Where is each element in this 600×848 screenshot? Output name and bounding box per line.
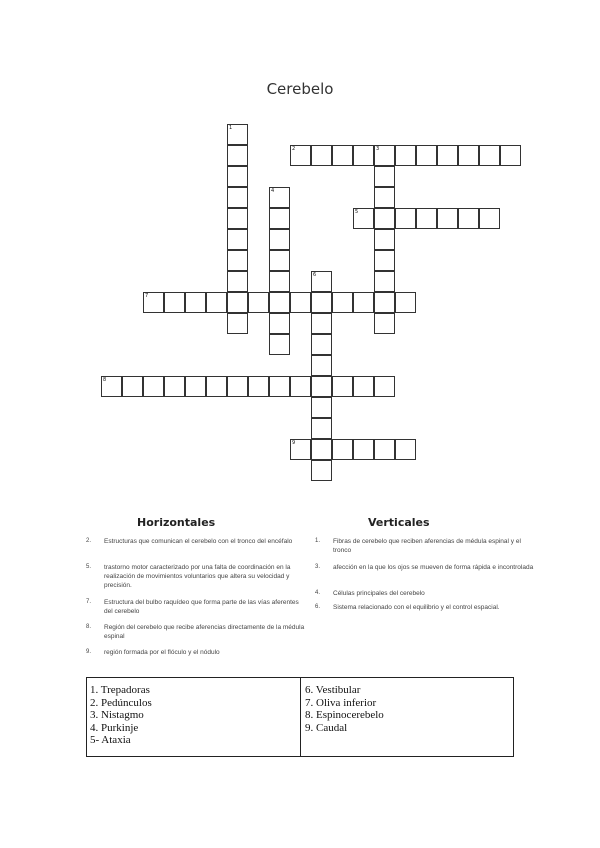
crossword-cell[interactable]: [269, 250, 290, 271]
answer-item: 8. Espinocerebelo: [305, 709, 384, 721]
answer-item: 9. Caudal: [305, 721, 348, 734]
crossword-cell[interactable]: [290, 292, 311, 313]
crossword-cell[interactable]: [248, 292, 269, 313]
crossword-cell[interactable]: [269, 187, 290, 208]
crossword-cell[interactable]: [185, 376, 206, 397]
crossword-cell[interactable]: [479, 208, 500, 229]
crossword-cell[interactable]: [143, 376, 164, 397]
clue-number: 5: [355, 209, 359, 215]
crossword-cell[interactable]: [164, 292, 185, 313]
answer-item: 6. Vestibular: [305, 684, 361, 696]
crossword-cell[interactable]: [395, 145, 416, 166]
crossword-cell[interactable]: [227, 376, 248, 397]
crossword-cell[interactable]: [332, 376, 353, 397]
crossword-cell[interactable]: [227, 145, 248, 166]
crossword-cell[interactable]: [479, 145, 500, 166]
crossword-cell[interactable]: [101, 376, 122, 397]
crossword-cell[interactable]: [374, 271, 395, 292]
crossword-cell[interactable]: [227, 292, 248, 313]
clue-across-5: 5. trastorno motor caracterizado por una falta de coordinación en la realización de movimientos voluntarios que altera su velocidad y precisión.: [86, 564, 291, 589]
crossword-cell[interactable]: [311, 334, 332, 355]
crossword-cell[interactable]: [374, 229, 395, 250]
clue-number: 2: [292, 146, 296, 152]
crossword-cell[interactable]: [416, 145, 437, 166]
crossword-cell[interactable]: [395, 208, 416, 229]
crossword-cell[interactable]: [248, 376, 269, 397]
crossword-cell[interactable]: [311, 355, 332, 376]
clue-number: 1: [229, 125, 233, 131]
clue-down-4: 4. Células principales del cerebelo: [315, 590, 425, 597]
crossword-cell[interactable]: [185, 292, 206, 313]
crossword-cell[interactable]: [269, 208, 290, 229]
clue-number: 4: [271, 188, 275, 194]
crossword-cell[interactable]: [374, 439, 395, 460]
crossword-cell[interactable]: [374, 166, 395, 187]
clue-across-7: 7. Estructura del bulbo raquídeo que forma parte de las vías aferentes del cerebelo: [86, 599, 299, 615]
crossword-cell[interactable]: [227, 187, 248, 208]
crossword-cell[interactable]: [122, 376, 143, 397]
crossword-cell[interactable]: [227, 250, 248, 271]
crossword-cell[interactable]: [311, 460, 332, 481]
crossword-cell[interactable]: [332, 439, 353, 460]
crossword-cell[interactable]: [353, 292, 374, 313]
crossword-cell[interactable]: [290, 376, 311, 397]
answer-item: 1. Trepadoras: [90, 684, 150, 696]
page-title: Cerebelo: [266, 80, 334, 98]
crossword-cell[interactable]: [311, 292, 332, 313]
answer-column-right: [305, 684, 384, 734]
answer-item: 7. Oliva inferior: [305, 696, 377, 709]
answer-item: 5- Ataxia: [90, 734, 131, 746]
crossword-cell[interactable]: [395, 439, 416, 460]
crossword-cell[interactable]: [311, 397, 332, 418]
clue-number: 7: [145, 293, 149, 299]
answer-item: 4. Purkinje: [90, 721, 139, 734]
crossword-cell[interactable]: [290, 145, 311, 166]
crossword-cell[interactable]: [269, 292, 290, 313]
crossword-cell[interactable]: [374, 376, 395, 397]
crossword-cell[interactable]: [143, 292, 164, 313]
crossword-cell[interactable]: [227, 166, 248, 187]
horizontales-heading: Horizontales: [137, 516, 216, 529]
crossword-cell[interactable]: [290, 439, 311, 460]
clue-down-6: 6. Sistema relacionado con el equilibrio y el control espacial.: [315, 604, 500, 611]
crossword-cell[interactable]: [374, 250, 395, 271]
crossword-cell[interactable]: [353, 376, 374, 397]
answer-divider: [300, 678, 301, 756]
crossword-cell[interactable]: [227, 208, 248, 229]
crossword-cell[interactable]: [206, 376, 227, 397]
clue-number: 6: [313, 272, 317, 278]
clue-number: 3: [376, 146, 380, 152]
crossword-cell[interactable]: [395, 292, 416, 313]
clue-across-9: 9. región formada por el flóculo y el nódulo: [86, 649, 220, 656]
crossword-cell[interactable]: [269, 229, 290, 250]
crossword-cell[interactable]: [164, 376, 185, 397]
crossword-cell[interactable]: [269, 334, 290, 355]
answer-item: 2. Pedúnculos: [90, 696, 152, 709]
crossword-cell[interactable]: [311, 418, 332, 439]
crossword-cell[interactable]: [332, 292, 353, 313]
answer-key-box: [86, 677, 514, 757]
verticales-heading: Verticales: [368, 516, 430, 529]
crossword-cell[interactable]: [311, 439, 332, 460]
clue-down-3: 3. afección en la que los ojos se mueven de forma rápida e incontrolada: [315, 564, 534, 571]
crossword-cell[interactable]: [437, 208, 458, 229]
crossword-cell[interactable]: [458, 145, 479, 166]
crossword-cell[interactable]: [227, 313, 248, 334]
clue-across-2: 2. Estructuras que comunican el cerebelo con el tronco del encéfalo: [86, 538, 293, 545]
crossword-cell[interactable]: [269, 313, 290, 334]
crossword-cell[interactable]: [311, 145, 332, 166]
crossword-cell[interactable]: [311, 313, 332, 334]
crossword-cell[interactable]: [227, 271, 248, 292]
clue-number: 8: [103, 377, 107, 383]
crossword-cell[interactable]: [374, 292, 395, 313]
crossword-cell[interactable]: [374, 313, 395, 334]
crossword-cell[interactable]: [437, 145, 458, 166]
crossword-cell[interactable]: [311, 271, 332, 292]
crossword-cell[interactable]: [458, 208, 479, 229]
crossword-cell[interactable]: [227, 229, 248, 250]
crossword-cell[interactable]: [500, 145, 521, 166]
clue-number: 9: [292, 440, 296, 446]
crossword-cell[interactable]: [353, 439, 374, 460]
answer-column-left: [90, 684, 152, 747]
clue-across-8: 8. Región del cerebelo que recibe aferencias directamente de la médula espinal: [86, 624, 305, 640]
crossword-cell[interactable]: [311, 376, 332, 397]
crossword-cell[interactable]: [374, 145, 395, 166]
crossword-cell[interactable]: [332, 145, 353, 166]
clue-down-1: 1. Fibras de cerebelo que reciben aferencias de médula espinal y el tronco: [315, 538, 521, 554]
crossword-cell[interactable]: [353, 145, 374, 166]
crossword-cell[interactable]: [374, 208, 395, 229]
crossword-cell[interactable]: [269, 376, 290, 397]
crossword-cell[interactable]: [227, 124, 248, 145]
answer-item: 3. Nistagmo: [90, 709, 144, 721]
crossword-cell[interactable]: [206, 292, 227, 313]
crossword-cell[interactable]: [353, 208, 374, 229]
crossword-cell[interactable]: [374, 187, 395, 208]
crossword-cell[interactable]: [269, 271, 290, 292]
crossword-cell[interactable]: [416, 208, 437, 229]
